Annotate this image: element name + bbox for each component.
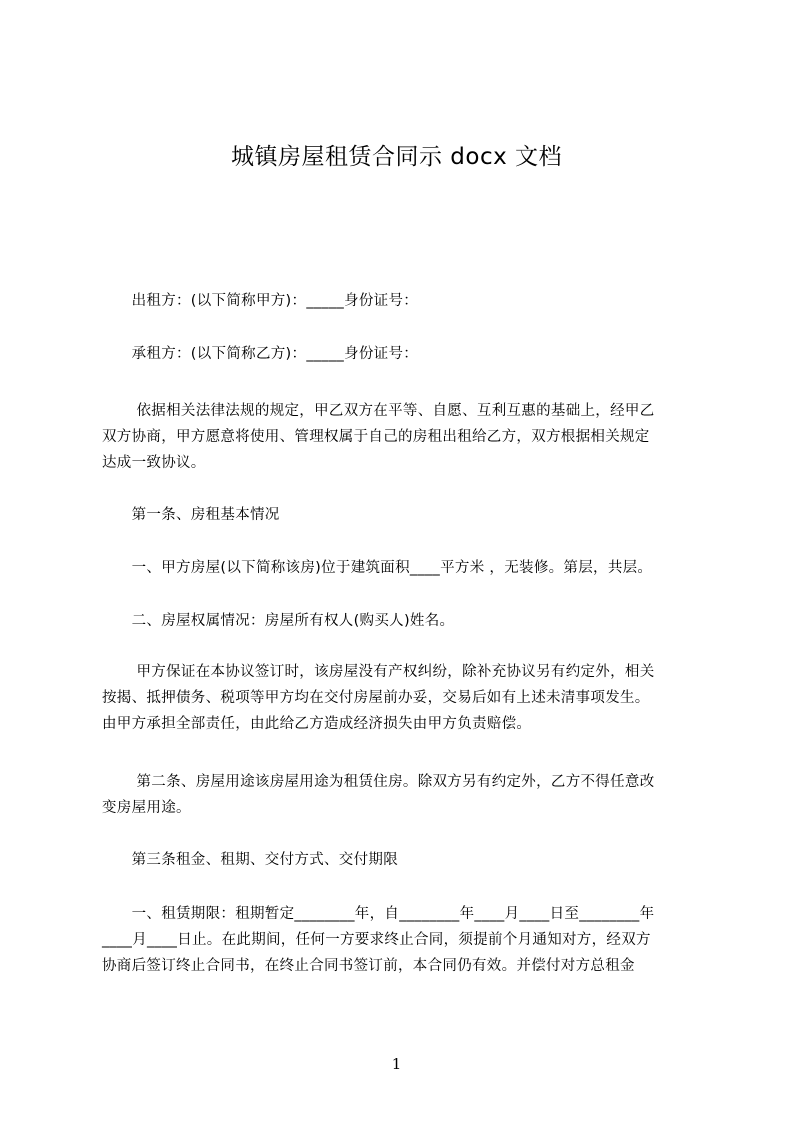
text-line: 二、房屋权属情况：房屋所有权人(购买人)姓名。: [102, 613, 455, 629]
text-line: 第三条租金、租期、交付方式、交付期限: [102, 852, 398, 868]
text-line: 一、租赁期限：租期暂定________年，自________年____月____日至________年: [102, 906, 655, 922]
text-line: 由甲方承担全部责任，由此给乙方造成经济损失由甲方负责赔偿。: [102, 716, 532, 732]
text-line: 一、甲方房屋(以下简称该房)位于建筑面积____平方米 ，无装修。第层，共层。: [102, 560, 653, 576]
text-line: 协商后签订终止合同书，在终止合同书签订前，本合同仍有效。并偿付对方总租金: [102, 958, 635, 974]
text-line: 甲方保证在本协议签订时，该房屋没有产权纠纷，除补充协议另有约定外，相关: [102, 664, 655, 680]
text-line: ____月____日止。在此期间，任何一方要求终止合同，须提前个月通知对方，经双方: [102, 932, 651, 948]
page-number: 1: [391, 1055, 402, 1073]
text-line: 依据相关法律法规的规定，甲乙双方在平等、自愿、互利互惠的基础上，经甲乙: [102, 403, 655, 419]
text-line: 变房屋用途。: [102, 800, 191, 816]
text-line: 双方协商，甲方愿意将使用、管理权属于自己的房租出租给乙方，双方根据相关规定: [102, 429, 650, 445]
paragraph-article-2: [102, 769, 702, 821]
paragraph-lease-term: [102, 901, 702, 979]
paragraph-house-location: [102, 555, 702, 581]
text-line: 第一条、房租基本情况: [102, 507, 280, 523]
text-line: 承租方：(以下简称乙方)：_____身份证号：: [102, 346, 419, 362]
paragraph-lessor: [102, 288, 702, 314]
text-line: 第二条、房屋用途该房屋用途为租赁住房。除双方另有约定外，乙方不得任意改: [102, 774, 655, 790]
paragraph-ownership: [102, 608, 702, 634]
paragraph-article-3-heading: [102, 847, 702, 873]
text-line: 按揭、抵押债务、税项等甲方均在交付房屋前办妥，交易后如有上述未清事项发生。: [102, 690, 650, 706]
document-title: 城镇房屋租赁合同示 docx 文档: [230, 144, 563, 170]
paragraph-lessee: [102, 341, 702, 367]
paragraph-article-1-heading: [102, 502, 702, 528]
text-line: 出租方：(以下简称甲方)：_____身份证号：: [102, 293, 419, 309]
text-line: 达成一致协议。: [102, 455, 206, 471]
paragraph-preamble: [102, 398, 702, 476]
paragraph-guarantee: [102, 659, 702, 737]
